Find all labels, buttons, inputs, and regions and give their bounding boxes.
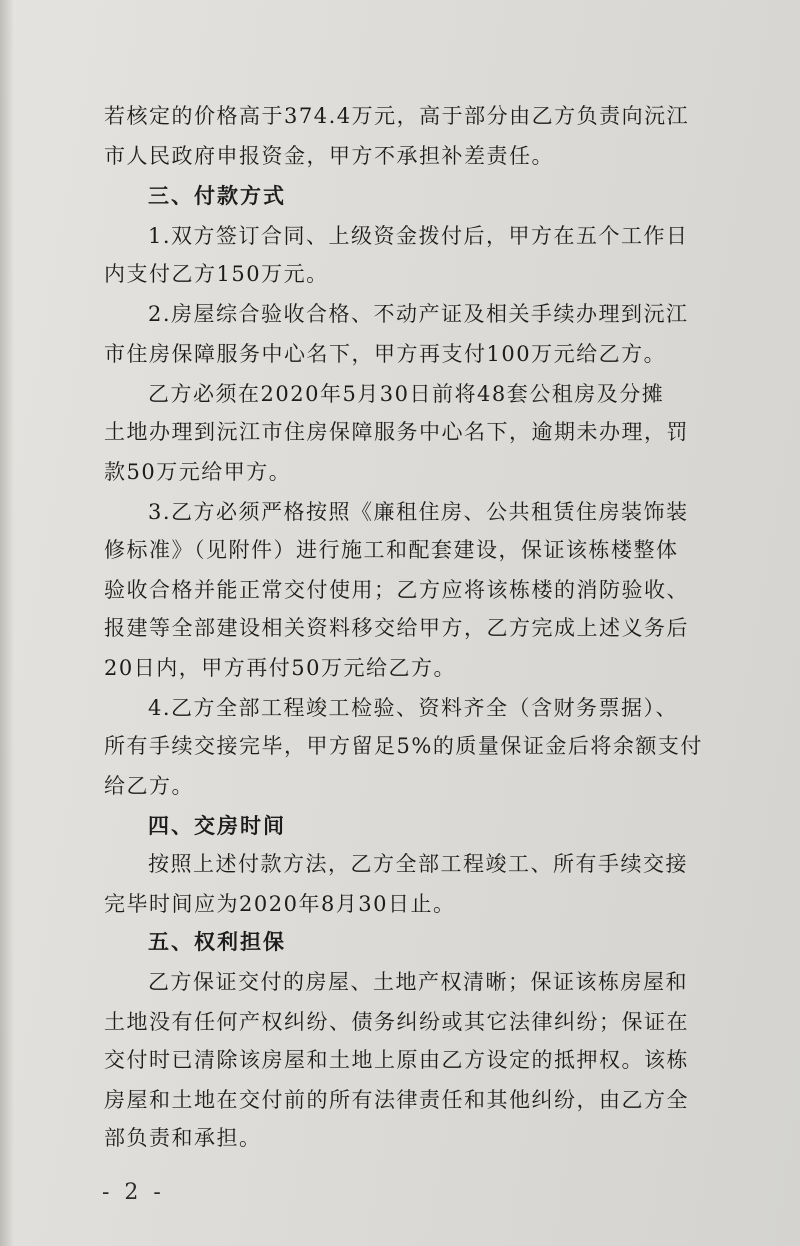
body-line: 交付时已清除该房屋和土地上原由乙方设定的抵押权。该栋 (104, 1048, 689, 1072)
body-line: 房屋和土地在交付前的所有法律责任和其他纠纷，由乙方全 (104, 1088, 689, 1112)
body-line: 验收合格并能正常交付使用；乙方应将该栋楼的消防验收、 (104, 578, 689, 602)
body-line: 款50万元给甲方。 (104, 460, 292, 484)
body-line: 乙方保证交付的房屋、土地产权清晰；保证该栋房屋和 (148, 970, 688, 994)
body-line: 完毕时间应为2020年8月30日止。 (104, 892, 456, 916)
body-line: 内支付乙方150万元。 (104, 262, 329, 286)
page-number: - 2 - (102, 1180, 165, 1205)
body-line: 所有手续交接完毕，甲方留足5%的质量保证金后将余额支付 (104, 734, 703, 758)
body-line: 1.双方签订合同、上级资金拨付后，甲方在五个工作日 (148, 224, 689, 248)
section-heading: 三、付款方式 (148, 184, 286, 208)
body-line: 3.乙方必须严格按照《廉租住房、公共租赁住房装饰装 (148, 500, 689, 524)
body-line: 给乙方。 (104, 774, 194, 798)
body-line: 市人民政府申报资金，甲方不承担补差责任。 (104, 144, 554, 168)
body-line: 按照上述付款方法，乙方全部工程竣工、所有手续交接 (148, 852, 688, 876)
body-line: 土地办理到沅江市住房保障服务中心名下，逾期未办理，罚 (104, 420, 689, 444)
body-line: 报建等全部建设相关资料移交给甲方，乙方完成上述义务后 (104, 616, 689, 640)
section-heading: 四、交房时间 (148, 814, 286, 838)
body-line: 市住房保障服务中心名下，甲方再支付100万元给乙方。 (104, 342, 667, 366)
section-heading: 五、权利担保 (148, 930, 286, 954)
body-line: 乙方必须在2020年5月30日前将48套公租房及分摊 (148, 382, 665, 406)
body-line: 若核定的价格高于374.4万元，高于部分由乙方负责向沅江 (104, 104, 690, 128)
body-line: 部负责和承担。 (104, 1126, 262, 1150)
page-edge-shadow (0, 0, 14, 1246)
body-line: 2.房屋综合验收合格、不动产证及相关手续办理到沅江 (148, 302, 689, 326)
body-line: 20日内，甲方再付50万元给乙方。 (104, 656, 456, 680)
body-line: 土地没有任何产权纠纷、债务纠纷或其它法律纠纷；保证在 (104, 1010, 689, 1034)
body-line: 修标准》（见附件）进行施工和配套建设，保证该栋楼整体 (104, 538, 679, 562)
body-line: 4.乙方全部工程竣工检验、资料齐全（含财务票据）、 (148, 696, 679, 720)
